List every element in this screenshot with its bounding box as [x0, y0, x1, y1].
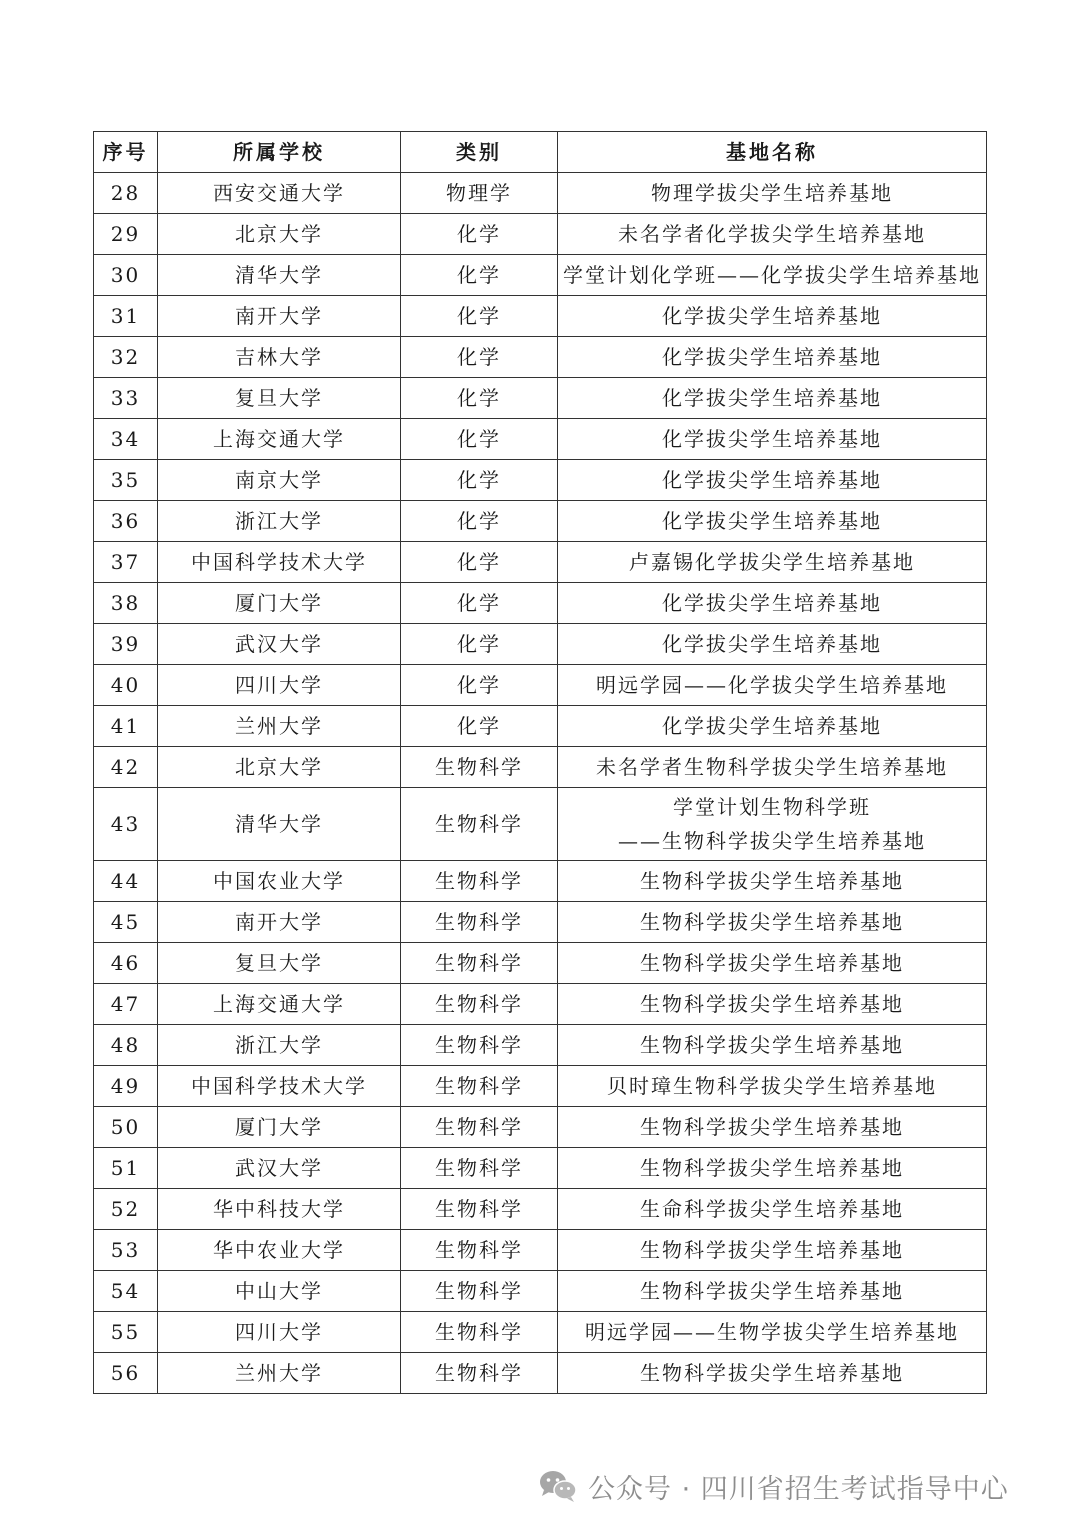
- base-name-line: 学堂计划化学班——化学拔尖学生培养基地: [563, 263, 981, 287]
- table-header-row: [94, 132, 987, 173]
- cell-base-name: [558, 1230, 987, 1271]
- cell-category: 化学: [401, 542, 558, 583]
- base-name-line: 物理学拔尖学生培养基地: [651, 181, 893, 205]
- cell-base-name: [558, 255, 987, 296]
- cell-no: 51: [94, 1148, 158, 1189]
- cell-no: 30: [94, 255, 158, 296]
- cell-base-name: [558, 542, 987, 583]
- table-row: [94, 214, 987, 255]
- cell-base-name: [558, 583, 987, 624]
- cell-no: 54: [94, 1271, 158, 1312]
- cell-school: 华中科技大学: [158, 1189, 401, 1230]
- cell-base-name: [558, 337, 987, 378]
- base-name-line: 学堂计划生物科学班: [673, 795, 871, 819]
- base-name-line: 卢嘉锡化学拔尖学生培养基地: [629, 550, 915, 574]
- cell-base-name: [558, 214, 987, 255]
- cell-no: 50: [94, 1107, 158, 1148]
- base-name-line: 生物科学拔尖学生培养基地: [640, 992, 904, 1016]
- cell-base-name: [558, 460, 987, 501]
- table-row: [94, 902, 987, 943]
- cell-base-name: [558, 624, 987, 665]
- base-name-line: 未名学者生物科学拔尖学生培养基地: [596, 755, 948, 779]
- cell-no: 47: [94, 984, 158, 1025]
- cell-school: 清华大学: [158, 788, 401, 861]
- cell-school: 清华大学: [158, 255, 401, 296]
- header-school: 所属学校: [158, 132, 401, 173]
- base-name-line: 化学拔尖学生培养基地: [662, 509, 882, 533]
- table-row: [94, 1148, 987, 1189]
- base-name-line: 生物科学拔尖学生培养基地: [640, 1279, 904, 1303]
- table-row: [94, 943, 987, 984]
- cell-school: 浙江大学: [158, 1025, 401, 1066]
- cell-no: 34: [94, 419, 158, 460]
- cell-category: 化学: [401, 419, 558, 460]
- base-name-line: 明远学园——化学拔尖学生培养基地: [596, 673, 948, 697]
- cell-base-name: [558, 1066, 987, 1107]
- cell-category: 生物科学: [401, 1353, 558, 1394]
- cell-category: 化学: [401, 296, 558, 337]
- base-name-line: 化学拔尖学生培养基地: [662, 714, 882, 738]
- cell-no: 48: [94, 1025, 158, 1066]
- cell-category: 化学: [401, 665, 558, 706]
- cell-category: 生物科学: [401, 1271, 558, 1312]
- cell-base-name: [558, 747, 987, 788]
- cell-school: 北京大学: [158, 214, 401, 255]
- table-row: [94, 706, 987, 747]
- cell-category: 生物科学: [401, 1312, 558, 1353]
- base-name-line: 化学拔尖学生培养基地: [662, 468, 882, 492]
- cell-no: 41: [94, 706, 158, 747]
- table-row: [94, 1353, 987, 1394]
- cell-base-name: [558, 1312, 987, 1353]
- cell-base-name: [558, 501, 987, 542]
- table-row: [94, 542, 987, 583]
- base-name-line: 生物科学拔尖学生培养基地: [640, 951, 904, 975]
- cell-base-name: [558, 173, 987, 214]
- table-row: [94, 861, 987, 902]
- cell-school: 兰州大学: [158, 706, 401, 747]
- cell-category: 化学: [401, 460, 558, 501]
- header-no: 序号: [94, 132, 158, 173]
- base-name-line: 明远学园——生物学拔尖学生培养基地: [585, 1320, 959, 1344]
- base-name-line: ——生物科学拔尖学生培养基地: [618, 829, 926, 853]
- base-name-line: 化学拔尖学生培养基地: [662, 591, 882, 615]
- table-row: [94, 788, 987, 861]
- table-row: [94, 1107, 987, 1148]
- cell-no: 53: [94, 1230, 158, 1271]
- cell-school: 复旦大学: [158, 378, 401, 419]
- cell-school: 武汉大学: [158, 1148, 401, 1189]
- watermark-text: 公众号 · 四川省招生考试指导中心: [588, 1473, 1009, 1505]
- base-list-table: [93, 131, 987, 1394]
- table-row: [94, 296, 987, 337]
- cell-no: 29: [94, 214, 158, 255]
- watermark: [538, 1466, 1009, 1506]
- wechat-icon: [538, 1469, 578, 1503]
- cell-school: 南开大学: [158, 296, 401, 337]
- cell-school: 上海交通大学: [158, 984, 401, 1025]
- cell-school: 四川大学: [158, 1312, 401, 1353]
- cell-category: 化学: [401, 501, 558, 542]
- cell-no: 45: [94, 902, 158, 943]
- cell-base-name: [558, 943, 987, 984]
- cell-category: 生物科学: [401, 1230, 558, 1271]
- table-row: [94, 1025, 987, 1066]
- cell-base-name: [558, 788, 987, 861]
- cell-base-name: [558, 665, 987, 706]
- cell-category: 生物科学: [401, 1025, 558, 1066]
- cell-category: 生物科学: [401, 1189, 558, 1230]
- cell-category: 化学: [401, 337, 558, 378]
- cell-school: 四川大学: [158, 665, 401, 706]
- cell-school: 南京大学: [158, 460, 401, 501]
- cell-base-name: [558, 296, 987, 337]
- cell-school: 厦门大学: [158, 583, 401, 624]
- cell-school: 厦门大学: [158, 1107, 401, 1148]
- table-row: [94, 419, 987, 460]
- cell-no: 49: [94, 1066, 158, 1107]
- cell-no: 28: [94, 173, 158, 214]
- table-body: [94, 173, 987, 1394]
- cell-no: 40: [94, 665, 158, 706]
- cell-no: 39: [94, 624, 158, 665]
- cell-no: 35: [94, 460, 158, 501]
- cell-school: 华中农业大学: [158, 1230, 401, 1271]
- cell-base-name: [558, 1271, 987, 1312]
- cell-school: 中国农业大学: [158, 861, 401, 902]
- base-name-line: 生物科学拔尖学生培养基地: [640, 910, 904, 934]
- table-row: [94, 501, 987, 542]
- cell-base-name: [558, 378, 987, 419]
- cell-school: 西安交通大学: [158, 173, 401, 214]
- cell-category: 化学: [401, 583, 558, 624]
- cell-category: 生物科学: [401, 747, 558, 788]
- cell-school: 复旦大学: [158, 943, 401, 984]
- cell-school: 浙江大学: [158, 501, 401, 542]
- cell-no: 44: [94, 861, 158, 902]
- table-row: [94, 255, 987, 296]
- cell-base-name: [558, 1148, 987, 1189]
- header-base-name: 基地名称: [558, 132, 987, 173]
- cell-no: 55: [94, 1312, 158, 1353]
- cell-school: 北京大学: [158, 747, 401, 788]
- cell-category: 生物科学: [401, 861, 558, 902]
- cell-school: 南开大学: [158, 902, 401, 943]
- base-name-line: 未名学者化学拔尖学生培养基地: [618, 222, 926, 246]
- base-name-line: 化学拔尖学生培养基地: [662, 386, 882, 410]
- cell-category: 生物科学: [401, 1148, 558, 1189]
- cell-no: 36: [94, 501, 158, 542]
- cell-no: 46: [94, 943, 158, 984]
- cell-category: 化学: [401, 624, 558, 665]
- cell-category: 生物科学: [401, 943, 558, 984]
- cell-category: 生物科学: [401, 1107, 558, 1148]
- cell-category: 化学: [401, 255, 558, 296]
- cell-category: 生物科学: [401, 984, 558, 1025]
- cell-base-name: [558, 984, 987, 1025]
- table-row: [94, 460, 987, 501]
- cell-no: 31: [94, 296, 158, 337]
- base-name-line: 生命科学拔尖学生培养基地: [640, 1197, 904, 1221]
- base-name-line: 生物科学拔尖学生培养基地: [640, 1238, 904, 1262]
- base-name-line: 化学拔尖学生培养基地: [662, 632, 882, 656]
- cell-school: 中山大学: [158, 1271, 401, 1312]
- cell-no: 37: [94, 542, 158, 583]
- cell-category: 化学: [401, 706, 558, 747]
- cell-school: 兰州大学: [158, 1353, 401, 1394]
- table-row: [94, 173, 987, 214]
- cell-no: 56: [94, 1353, 158, 1394]
- cell-no: 42: [94, 747, 158, 788]
- cell-base-name: [558, 419, 987, 460]
- table-row: [94, 984, 987, 1025]
- cell-no: 33: [94, 378, 158, 419]
- cell-no: 32: [94, 337, 158, 378]
- table-row: [94, 337, 987, 378]
- cell-no: 52: [94, 1189, 158, 1230]
- base-name-line: 生物科学拔尖学生培养基地: [640, 1361, 904, 1385]
- cell-base-name: [558, 902, 987, 943]
- base-name-line: 贝时璋生物科学拔尖学生培养基地: [607, 1074, 937, 1098]
- base-name-line: 化学拔尖学生培养基地: [662, 345, 882, 369]
- table-row: [94, 1312, 987, 1353]
- cell-base-name: [558, 1353, 987, 1394]
- table-row: [94, 1230, 987, 1271]
- base-name-line: 化学拔尖学生培养基地: [662, 427, 882, 451]
- cell-category: 生物科学: [401, 788, 558, 861]
- cell-base-name: [558, 1025, 987, 1066]
- table-row: [94, 1189, 987, 1230]
- cell-school: 中国科学技术大学: [158, 542, 401, 583]
- cell-category: 生物科学: [401, 1066, 558, 1107]
- table-row: [94, 665, 987, 706]
- cell-school: 吉林大学: [158, 337, 401, 378]
- base-name-line: 生物科学拔尖学生培养基地: [640, 1156, 904, 1180]
- base-name-line: 生物科学拔尖学生培养基地: [640, 1033, 904, 1057]
- cell-base-name: [558, 861, 987, 902]
- cell-school: 中国科学技术大学: [158, 1066, 401, 1107]
- cell-base-name: [558, 1107, 987, 1148]
- cell-school: 武汉大学: [158, 624, 401, 665]
- base-name-line: 生物科学拔尖学生培养基地: [640, 869, 904, 893]
- header-category: 类别: [401, 132, 558, 173]
- cell-category: 物理学: [401, 173, 558, 214]
- cell-category: 生物科学: [401, 902, 558, 943]
- table-row: [94, 378, 987, 419]
- cell-category: 化学: [401, 214, 558, 255]
- cell-no: 43: [94, 788, 158, 861]
- table-row: [94, 583, 987, 624]
- cell-school: 上海交通大学: [158, 419, 401, 460]
- cell-no: 38: [94, 583, 158, 624]
- cell-category: 化学: [401, 378, 558, 419]
- table-row: [94, 1066, 987, 1107]
- base-name-line: 生物科学拔尖学生培养基地: [640, 1115, 904, 1139]
- cell-base-name: [558, 1189, 987, 1230]
- table-row: [94, 624, 987, 665]
- table-row: [94, 1271, 987, 1312]
- cell-base-name: [558, 706, 987, 747]
- table-row: [94, 747, 987, 788]
- base-name-line: 化学拔尖学生培养基地: [662, 304, 882, 328]
